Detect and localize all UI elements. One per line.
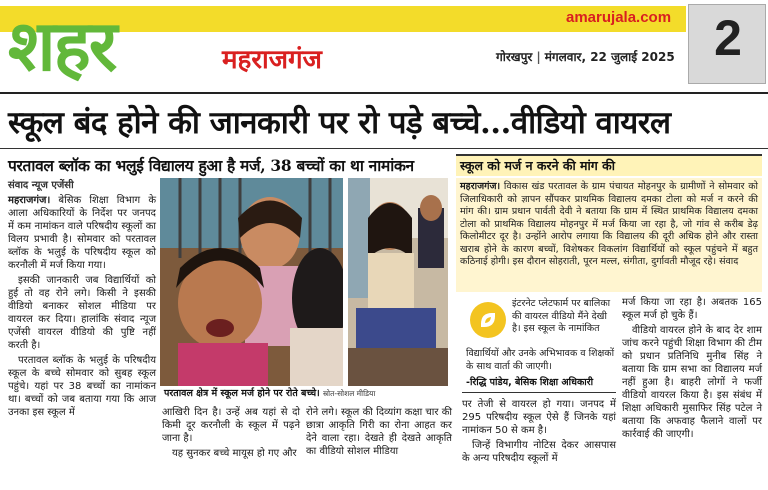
dateline [496,48,675,65]
main-headline: स्कूल बंद होने की जानकारी पर रो पड़े बच्चे...वीडियो वायरल [8,105,671,141]
quote-continuation: विद्यार्थियों और उनके अभिभावक व शिक्षकों के साथ वार्ता की जाएगी। [466,348,615,372]
site-logo[interactable]: amarujala.com [566,9,672,26]
photo-credit: स्रोत-सोशल मीडिया [323,389,376,398]
quote-arrow-icon [470,302,506,338]
photo-caption-text: परतावल क्षेत्र में स्कूल मर्ज होने पर रोते बच्चे। [164,388,320,399]
quote-attribution: -रिद्धि पांडेय, बेसिक शिक्षा अधिकारी [466,377,594,388]
article-paragraph-2: इसकी जानकारी जब विद्यार्थियों को हुई तो वह रोने लगे। किसी ने इसकी वीडियो बनाकर सोशल मीडिया पर वायरल कर दिया। हालांकि संवाद न्यूज एजेंसी वायरल वीडियो की पुष्टि नहीं करती है। [8,275,156,351]
article-column-1 [8,194,156,486]
byline: संवाद न्यूज एजेंसी [8,180,74,191]
article-column-2: आखिरी दिन है। उन्हें अब यहां से दो किमी दूर करनौली के स्कूल में पढ़ने जाना है। यह सुनकर बच्चे मायूस हो गए और [162,407,300,459]
masthead [0,0,768,92]
quote-text: इंटरनेट प्लेटफार्म पर बालिका की वायरल वीडियो मैंने देखी है। इस स्कूल के नामांकित [512,298,611,334]
sidebar-dateline: महराजगंज। [460,181,501,192]
article-paragraph-3: परतावल ब्लॉक के भलुई के परिषदीय स्कूल के बच्चे सोमवार को सुबह स्कूल पहुंचे। यहां पर 38 बच्चों का नामांकन था। बच्चों को जब बताया गया कि आज उनका इस स्कूल में [8,355,156,418]
sidebar-headline: स्कूल को मर्ज न करने की मांग की [456,154,762,176]
article-dateline: महराजगंज। [8,195,51,206]
page-number: 2 [714,10,742,66]
sidebar-box [456,178,762,292]
page-number-box [688,4,766,84]
article-paragraph-1-text: बेसिक शिक्षा विभाग के आला अधिकारियों के निर्देश पर जनपद में कम नामांकन वाले परिषदीय स्कूलों का विलय प्रभावी है। सोमवार को परतावल ब्लॉक के भलुई के परिषदीय स्कूल को करनौली में मर्ज किया गया। [8,195,156,271]
article-column-4: पर तेजी से वायरल हो गया। जनपद में 295 परिषदीय स्कूल ऐसे हैं जिनके यहां नामांकन 50 से कम है। जिन्हें विभागीय नोटिस देकर आसपास के अन्य परिषदीय स्कूलों में [462,399,616,464]
sidebar-body: विकास खंड परतावल के ग्राम पंचायत मोहनपुर के ग्रामीणों ने सोमवार को जिलाधिकारी को ज्ञापन सौंपकर प्राथमिक विद्यालय दमका टोला को मर्ज न करने की मांग की। ग्राम प्रधान पार्वती देवी ने बताया कि ग्राम में स्थित प्राथमिक विद्यालय दमका टोला को प्राथमिक विद्यालय मोहनपुर में मर्ज किया जा रहा है, जो गांव से करीब डेढ़ किलोमीटर दूर है। उन्होंने आरोप लगाया कि विद्यालय की दूरी अधिक होने और रास्ता खराब होने के कारण बच्चों, विशेषकर विकलांग विद्यार्थियों को स्कूल पहुंचने में बहुत कठिनाई होगी। इस दौरान सोहराती, पूरन मल्ल, संगीता, दुर्गावती मौजूद रहे। संवाद [460,181,758,267]
dateline-city: गोरखपुर [496,50,533,64]
photo-crying-girls [160,178,343,386]
photo-caption [160,386,448,402]
section-title: शहर [8,4,116,87]
photo-girl-at-desk [348,178,448,386]
masthead-rule [0,92,768,94]
article-column-5: मर्ज किया जा रहा है। अबतक 165 स्कूल मर्ज हो चुके हैं। वीडियो वायरल होने के बाद देर शाम जांच करने पहुंची शिक्षा विभाग की टीम को प्रधान प्रतिनिधि मुनीब सिंह ने बताया कि ग्राम सभा का विद्यालय मर्ज नहीं हुआ है। बाहरी लोगों ने फर्जी वीडियो वायरल किया है। इस संबंध में शिक्षा अधिकारी मुसाफिर सिंह पटेल ने बताया कि अफवाह फैलाने वालों पर कार्रवाई की जाएगी। [622,297,762,440]
edition-name: महराजगंज [222,45,322,75]
article-paragraph-1 [8,194,156,272]
dateline-separator: | [536,50,541,64]
sub-headline: परतावल ब्लॉक का भलुई विद्यालय हुआ है मर्ज, 38 बच्चों का था नामांकन [8,156,414,175]
dateline-date: मंगलवार, 22 जुलाई 2025 [544,50,675,64]
headline-rule [0,148,768,149]
quote-icon [470,302,506,338]
quote-rule [462,392,616,393]
article-column-3: रोने लगे। स्कूल की दिव्यांग कक्षा चार की छात्रा आकृति गिरी का रोना आहत कर देने वाला रहा। देखते ही देखते आकृति का वीडियो सोशल मीडिया [306,407,452,457]
